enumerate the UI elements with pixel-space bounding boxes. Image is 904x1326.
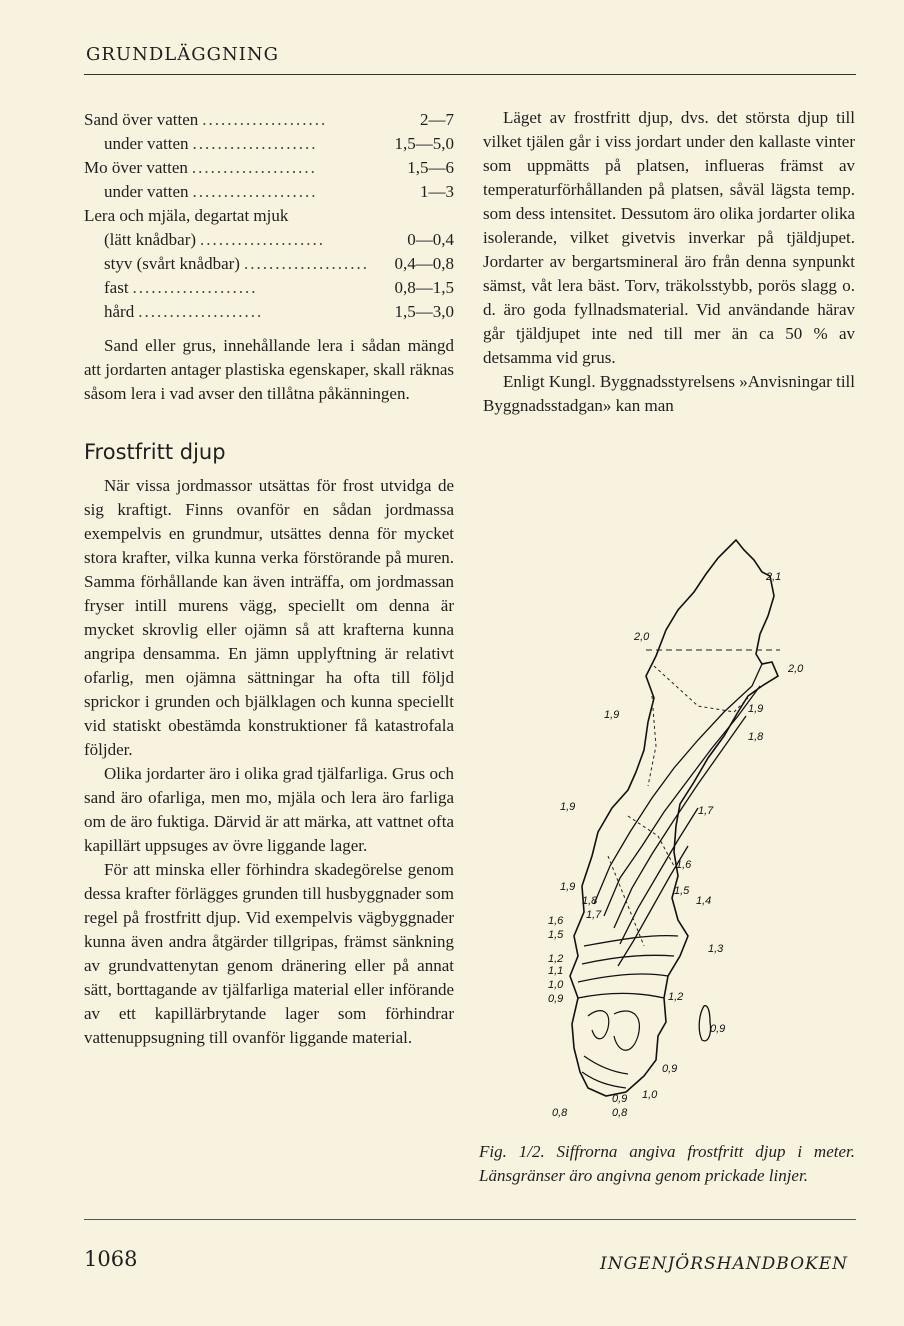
frost-isoline — [584, 1056, 628, 1074]
body-paragraph: Enligt Kungl. Byggnadsstyrelsens »Anvisningar till Byggnadsstadgan» kan man — [483, 372, 855, 415]
table-value: 0—0,4 — [407, 230, 454, 249]
map-label: 0,8 — [552, 1107, 568, 1119]
map-label: 1,9 — [748, 703, 764, 715]
table-row — [84, 180, 454, 204]
table-label: hård — [104, 302, 135, 321]
map-label: 1,2 — [668, 991, 684, 1003]
map-label: 1,3 — [708, 943, 724, 955]
table-label: fast — [104, 278, 129, 297]
map-label: 0,9 — [612, 1093, 628, 1105]
table-value: 0,8—1,5 — [394, 278, 454, 297]
frost-isoline — [578, 974, 668, 982]
table-value: 1,5—6 — [407, 158, 454, 177]
map-label: 0,8 — [612, 1107, 628, 1119]
map-label: 1,6 — [676, 859, 692, 871]
gotland-island — [699, 1006, 710, 1041]
sweden-outline — [570, 540, 778, 1096]
map-label: 1,4 — [696, 895, 712, 907]
table-row — [84, 276, 454, 300]
table-value: 1,5—5,0 — [394, 134, 454, 153]
body-paragraph: För att minska eller förhindra skadegörelse genom dessa krafter förlägges grunden till husbyggnader som regel på frostfritt djup. Vid exempelvis vägbyggnader kunna även andra åtgärder tillgripas, främst sänkning av grundvattenytan genom dränering eller på annat sätt, borttagande av tjälfarliga material eller införande av ett kapillärbrytande lager som förhindrar vattenuppsugning till ovanför liggande material. — [84, 860, 454, 1047]
table-label: (lätt knådbar) — [104, 230, 197, 249]
map-label: 1,8 — [748, 731, 764, 743]
table-label: under vatten — [104, 182, 189, 201]
map-label: 2,0 — [788, 663, 804, 675]
map-label: 1,9 — [560, 801, 576, 813]
map-label: 1,8 — [582, 895, 598, 907]
intro-paragraph: Sand eller grus, innehållande lera i sådan mängd att jordarten antager plastiska egenskaper, skall räknas såsom lera i vad avser den tillåtna påkänningen. — [84, 336, 454, 403]
right-column — [483, 106, 855, 418]
footer-rule — [84, 1219, 856, 1220]
frost-depth-map — [548, 536, 828, 1126]
frost-isoline — [578, 994, 664, 999]
map-label: 1,7 — [586, 909, 602, 921]
header-rule — [84, 74, 856, 75]
leader-dots: .................... — [200, 230, 326, 249]
leader-dots: .................... — [132, 278, 258, 297]
body-paragraph: Olika jordarter äro i olika grad tjälfarliga. Grus och sand äro ofarliga, men mo, mjäla och lera äro farliga om de äro fuktiga. Därvid är att märka, att vattnet ofta kapillärt uppsuges av övre liggande lager. — [84, 764, 454, 855]
table-row — [84, 228, 454, 252]
map-label: 0,9 — [662, 1063, 678, 1075]
table-row — [84, 300, 454, 324]
map-label: 1,5 — [674, 885, 690, 897]
book-title: INGENJÖRSHANDBOKEN — [600, 1254, 848, 1274]
map-label: 1,6 — [548, 915, 564, 927]
figure-caption: Fig. 1/2. Siffrorna angiva frostfritt djup i meter. Länsgränser äro angivna genom prickade linjer. — [479, 1142, 855, 1185]
map-label: 2,0 — [634, 631, 650, 643]
table-value: 1,5—3,0 — [394, 302, 454, 321]
page-number: 1068 — [84, 1247, 138, 1271]
table-row — [84, 108, 454, 132]
soil-table — [84, 108, 454, 324]
map-label: 1,0 — [548, 979, 564, 991]
table-label: Sand över vatten — [84, 110, 199, 129]
leader-dots: .................... — [202, 110, 328, 129]
map-label: 1,2 — [548, 953, 564, 965]
map-label: 1,0 — [642, 1089, 658, 1101]
table-row — [84, 156, 454, 180]
table-value: 2—7 — [420, 110, 454, 129]
map-label: 1,5 — [548, 929, 564, 941]
left-column — [84, 108, 454, 1050]
table-heading-clay: Lera och mjäla, degartat mjuk — [84, 206, 289, 225]
frost-isoline — [588, 1011, 609, 1039]
frost-isoline — [614, 1011, 639, 1050]
frost-isoline — [582, 1072, 626, 1088]
leader-dots: .................... — [191, 158, 317, 177]
running-header: GRUNDLÄGGNING — [86, 44, 279, 65]
map-label: 1,9 — [560, 881, 576, 893]
leader-dots: .................... — [192, 182, 318, 201]
table-row — [84, 252, 454, 276]
leader-dots: .................... — [138, 302, 264, 321]
leader-dots: .................... — [243, 254, 369, 273]
table-label: styv (svårt knådbar) — [104, 254, 240, 273]
map-label: 0,9 — [548, 993, 564, 1005]
table-value: 1—3 — [420, 182, 454, 201]
map-label: 1,7 — [698, 805, 714, 817]
table-value: 0,4—0,8 — [394, 254, 454, 273]
frost-isoline — [582, 955, 674, 964]
table-label: Mo över vatten — [84, 158, 188, 177]
map-label: 2,1 — [766, 571, 782, 583]
county-border — [648, 696, 656, 786]
map-label: 1,1 — [548, 965, 564, 977]
county-border — [654, 666, 748, 712]
body-paragraph: Läget av frostfritt djup, dvs. det största djup till vilket tjälen går i viss jordart under den kallaste vinter som uppmätts på platsen, influeras främst av temperaturförhållanden på platsen, såväl lägsta temp. som dess intensitet. Dessutom äro olika jordarter olika isolerande, vilket givetvis inverkar på tjäldjupet. Jordarter av bergartsmineral äro från denna synpunkt sämst, våt lera bäst. Torv, träkolsstybb, porös slagg o. d. äro goda fyllnadsmaterial. Vid användande härav går tjäldjupet inte ned till mer än ca 50 % av detsamma vid grus. — [483, 108, 855, 367]
map-label: 0,9 — [710, 1023, 726, 1035]
section-heading: Frostfritt djup — [84, 440, 226, 464]
map-label: 1,9 — [604, 709, 620, 721]
table-row — [84, 132, 454, 156]
body-paragraph: När vissa jordmassor utsättas för frost utvidga de sig kraftigt. Finns ovanför en sådan jordmassa exempelvis en grundmur, utsättes denna för mycket stora krafter, vilka kunna verka förstörande på muren. Samma förhållande kan även inträffa, om jordmassan fryser intill murens vägg, speciellt om denna är mycket skrovlig eller ojämn så att krafterna kunna angripa densamma. En jämn upplyftning är relativt ofarlig, men ojämna sättningar ha ofta till följd sprickor i grunden och bjälklagen och kunna speciellt vid statiskt obestämda konstruktioner få katastrofala följder. — [84, 476, 454, 759]
table-label: under vatten — [104, 134, 189, 153]
leader-dots: .................... — [192, 134, 318, 153]
